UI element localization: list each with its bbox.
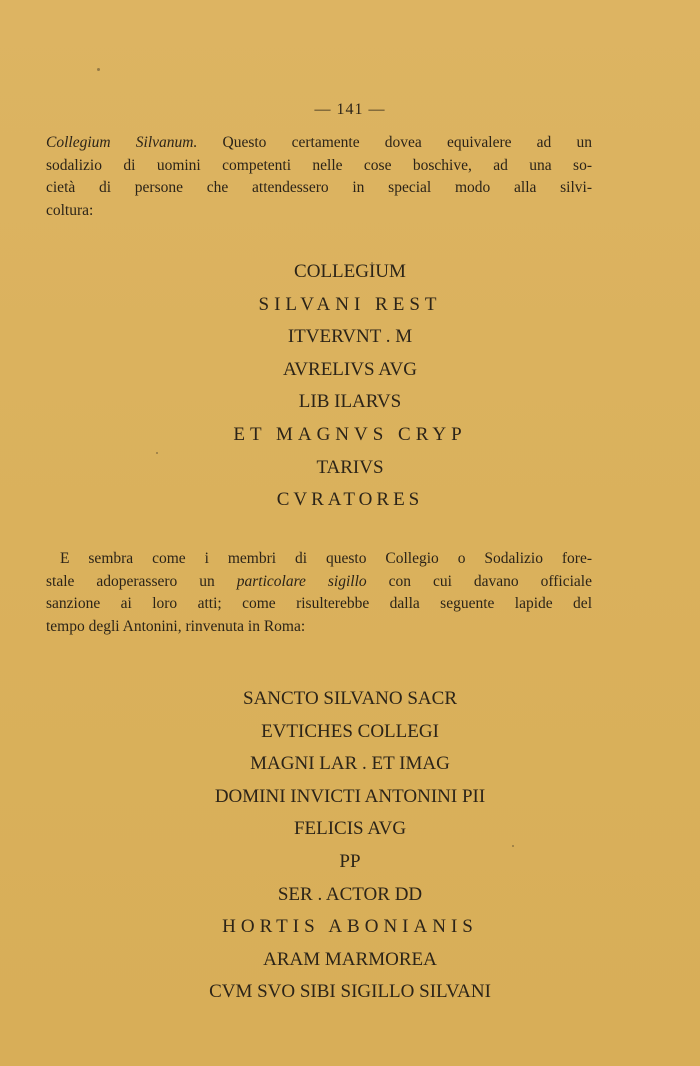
inscription-line: MAGNI LAR . ET IMAG [250,753,450,775]
inscription-collegium [0,256,700,517]
paragraph-sigillo [46,548,592,638]
inscription-line: CVRATORES [276,489,424,511]
inscription-line: PP [339,850,361,872]
paragraph-line: coltura: [46,201,94,219]
paragraph-line: sodalizio di uomini competenti nelle cose boschive, ad una so- [46,156,592,174]
paragraph-text: Questo certamente dovea equivalere ad un [197,134,592,151]
paragraph-text: stale adoperassero un [46,572,237,590]
inscription-line: SANCTO SILVANO SACR [243,688,457,709]
page-speck [97,68,100,71]
page-number: — 141 — [314,101,386,118]
inscription-line: LIB ILARVS [298,391,402,413]
inscription-line: TARIVS [316,456,384,478]
inscription-line: CVM SVO SIBI SIGILLO SILVANI [209,981,491,1003]
inscription-line: SER . ACTOR DD [277,883,423,905]
inscription-line: SILVANI REST [258,293,442,315]
paragraph-text: con cui davano officiale [366,572,592,590]
inscription-line: AVRELIVS AVG [283,358,417,380]
paragraph-line: tempo degli Antonini, rinvenuta in Roma: [46,617,306,635]
paragraph-line [46,132,592,155]
italic-heading: Collegium Silvanum. [46,134,198,151]
inscription-line: DOMINI INVICTI ANTONINI PII [214,785,486,807]
paragraph-line [46,571,592,594]
paragraph-line: cietà di persone che attendessero in special modo alla silvi- [46,179,592,196]
inscription-line: COLLEGIUM [294,261,406,282]
paragraph-line: sanzione ai loro atti; come risulterebbe dalla seguente lapide del [46,595,592,612]
inscription-line: ARAM MARMOREA [263,948,437,970]
inscription-line: HORTIS ABONIANIS [222,916,478,938]
inscription-line: ET MAGNVS CRYP [233,423,467,445]
inscription-silvano [0,683,700,1009]
paragraph-line: E sembra come i membri di questo Collegio o Sodalizio fore- [60,550,592,567]
paragraph-collegium [46,132,592,222]
inscription-line: EVTICHES COLLEGI [261,720,439,742]
italic-phrase: particolare sigillo [236,572,367,590]
inscription-line: ITVERVNT . M [287,326,413,348]
inscription-line: FELICIS AVG [293,818,407,840]
